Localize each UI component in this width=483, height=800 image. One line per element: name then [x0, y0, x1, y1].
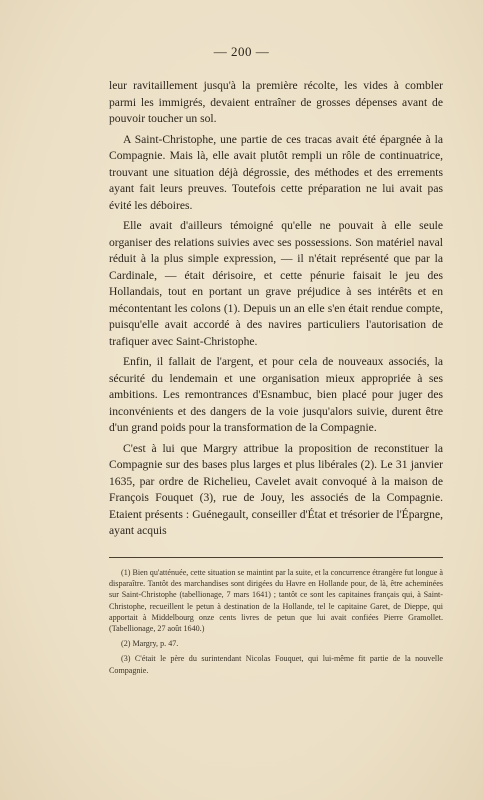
page-number: — 200 — [213, 44, 270, 59]
footnote-3: (3) C'était le père du surintendant Nicolas Fouquet, qui lui-même fit partie de la nouvelle Compagnie. [109, 654, 443, 675]
footnote-divider [109, 557, 443, 558]
paragraph-4: Enfin, il fallait de l'argent, et pour cela de nouveaux associés, la sécurité du lendemain et une organisation mieux appropriée à ses ambitions. Les remontrances d'Esnambuc, bien placé pour juger des inconvénients et des dangers de la voie jusqu'alors suivie, durent être d'un grand poids pour la transformation de la Compagnie. [109, 355, 443, 434]
footnote-1: (1) Bien qu'atténuée, cette situation se maintint par la suite, et la concurrence étrangère fut longue à disparaître. Tantôt des marchandises sont dirigées du Havre en Hollande pour, de là, être acheminées sur Saint-Christophe (tabellionage, 7 mars 1641) ; tantôt ce sont les capitaines français qui, à Saint-Christophe, recueillent le petun à destination de la Hollande, tel le capitaine Garet, de Dieppe, qui apportait à Middelbourg onze cents livres de petun que lui avait confiées Pierre Gramollet. (Tabellionage, 27 août 1640.) [109, 568, 443, 634]
paragraph-3: Elle avait d'ailleurs témoigné qu'elle ne pouvait à elle seule organiser des relations suivies avec ses possessions. Son matériel naval réduit à la plus simple expression, — il n'était représenté que par la Cardinale, — était dérisoire, et cette pénurie faisait le jeu des Hollandais, tout en portant un grave préjudice à ses intérêts et en mécontentant les colons (1). Depuis un an elle s'en était rendue compte, puisqu'elle avait accordé à des navires particuliers l'autorisation de trafiquer avec Saint-Christophe. [109, 219, 443, 348]
body-text [109, 78, 443, 544]
paragraph-5: C'est à lui que Margry attribue la proposition de reconstituer la Compagnie sur des bases plus larges et plus libérales (2). Le 31 janvier 1635, par ordre de Richelieu, Cavelet avait convoqué à la maison de François Fouquet (3), rue de Jouy, les associés de la Compagnie. Etaient présents : Guénegault, conseiller d'État et trésorier de l'Épargne, ayant acquis [109, 441, 443, 537]
footnote-2: (2) Margry, p. 47. [121, 639, 179, 649]
footnotes [109, 567, 443, 680]
paragraph-2: A Saint-Christophe, une partie de ces tracas avait été épargnée à la Compagnie. Mais là, elle avait plutôt rempli un rôle de continuatrice, trouvant une situation déjà dégrossie, des méthodes et des errements ayant fait leurs preuves. Toutefois cette préparation ne lui avait pas évité les déboires. [109, 132, 443, 212]
paragraph-1: leur ravitaillement jusqu'à la première récolte, les vides à combler parmi les immigrés, devaient entraîner de grosses dépenses avant de pouvoir toucher un sol. [109, 79, 443, 125]
